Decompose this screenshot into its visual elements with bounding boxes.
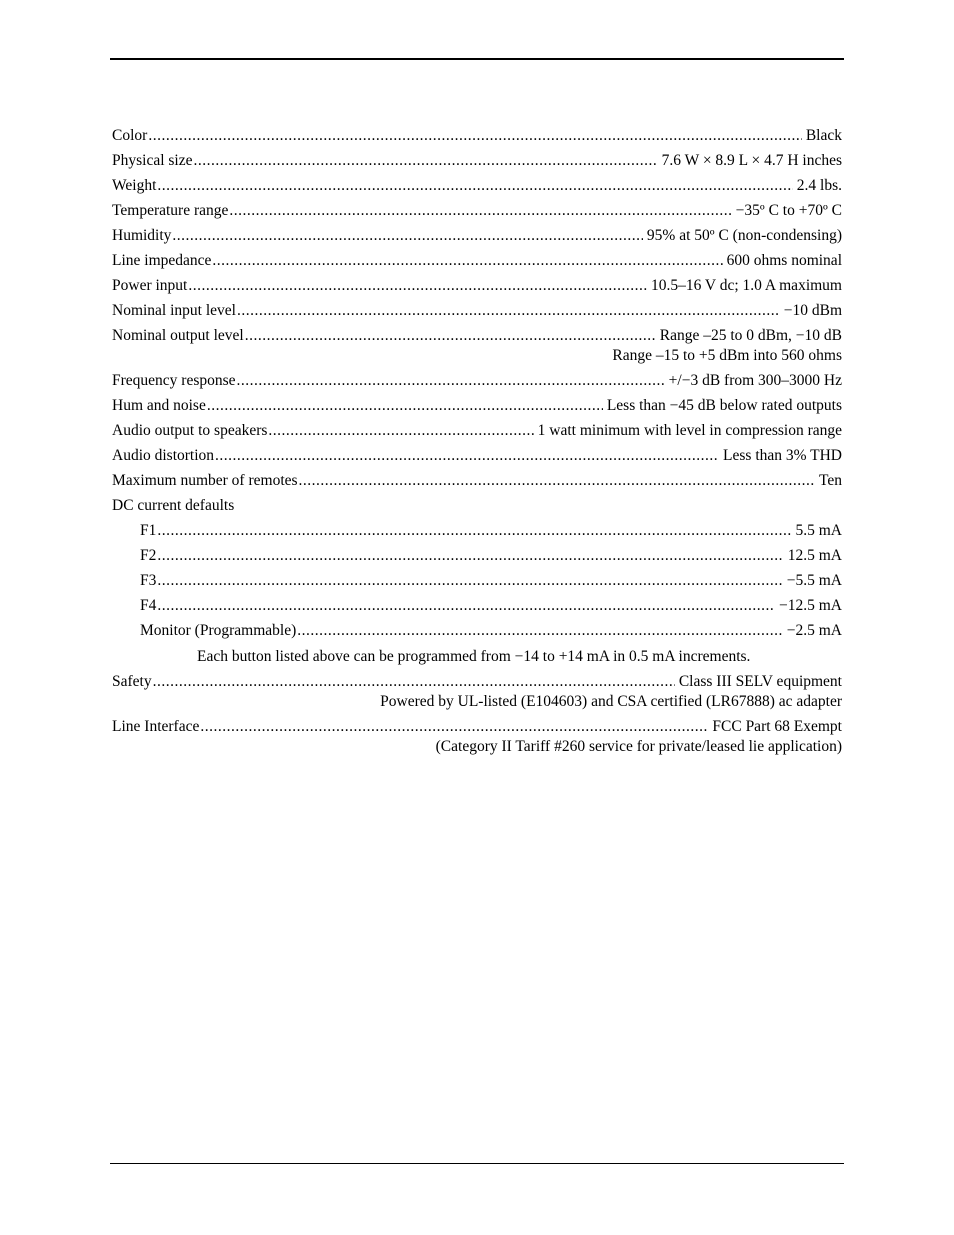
spec-label: Weight — [112, 177, 157, 194]
spec-value: Ten — [818, 472, 842, 489]
spec-value: −12.5 mA — [779, 597, 842, 614]
spec-value: Less than −45 dB below rated outputs — [606, 397, 842, 414]
spec-label: F3 — [140, 572, 157, 589]
spec-row-weight — [112, 176, 842, 201]
dot-leader — [207, 396, 603, 416]
spec-row-humidity — [112, 226, 842, 251]
footer-rule — [110, 1163, 844, 1164]
spec-label: Humidity — [112, 227, 172, 244]
spec-label: Monitor (Programmable) — [140, 622, 297, 639]
spec-row-frequency-response — [112, 371, 842, 396]
spec-continuation: Powered by UL-listed (E104603) and CSA certified (LR67888) ac adapter — [380, 693, 842, 710]
spec-value: 1 watt minimum with level in compression range — [537, 422, 842, 439]
spec-label: F2 — [140, 547, 157, 564]
spec-row-nominal-input-level — [112, 301, 842, 326]
spec-label: Nominal input level — [112, 302, 236, 319]
dc-current-heading: DC current defaults — [112, 497, 235, 514]
dc-row-f1 — [112, 521, 842, 546]
spec-value: Black — [805, 127, 842, 144]
dot-leader — [157, 571, 782, 591]
dot-leader — [299, 471, 815, 491]
spec-label: F4 — [140, 597, 157, 614]
spec-row-hum-and-noise — [112, 396, 842, 421]
dot-leader — [212, 251, 722, 271]
spec-value: −10 dBm — [783, 302, 842, 319]
spec-row-audio-output — [112, 421, 842, 446]
dc-row-f4 — [112, 596, 842, 621]
spec-value: Class III SELV equipment — [678, 673, 842, 690]
dot-leader — [194, 151, 658, 171]
dot-leader — [153, 672, 675, 692]
spec-value: 95% at 50º C (non-condensing) — [646, 227, 842, 244]
spec-value: −5.5 mA — [786, 572, 842, 589]
dot-leader — [157, 546, 783, 566]
spec-row-line-impedance — [112, 251, 842, 276]
dot-leader — [237, 371, 665, 391]
dot-leader — [188, 276, 647, 296]
spec-row-physical-size — [112, 151, 842, 176]
spec-label: Safety — [112, 673, 152, 690]
specifications-list — [112, 126, 842, 762]
spec-label: Temperature range — [112, 202, 229, 219]
dot-leader — [215, 446, 719, 466]
spec-value: 5.5 mA — [795, 522, 842, 539]
spec-value: 10.5–16 V dc; 1.0 A maximum — [650, 277, 842, 294]
spec-label: Power input — [112, 277, 188, 294]
dot-leader — [148, 126, 802, 146]
spec-row-temperature-range — [112, 201, 842, 226]
dc-current-note: Each button listed above can be programmed from −14 to +14 mA in 0.5 mA increments. — [197, 648, 751, 665]
dot-leader — [245, 326, 656, 346]
spec-continuation: (Category II Tariff #260 service for private/leased lie application) — [435, 738, 842, 755]
spec-label: Frequency response — [112, 372, 236, 389]
spec-label: Audio output to speakers — [112, 422, 268, 439]
spec-value: 2.4 lbs. — [796, 177, 842, 194]
spec-label: Physical size — [112, 152, 193, 169]
spec-row-power-input — [112, 276, 842, 301]
dot-leader — [297, 621, 782, 641]
spec-value: Less than 3% THD — [723, 447, 842, 464]
spec-row-color — [112, 126, 842, 151]
spec-row-max-remotes — [112, 471, 842, 496]
spec-label: Line impedance — [112, 252, 212, 269]
spec-label: Nominal output level — [112, 327, 244, 344]
spec-label: Maximum number of remotes — [112, 472, 298, 489]
dot-leader — [172, 226, 643, 246]
spec-value: 600 ohms nominal — [726, 252, 842, 269]
spec-label: F1 — [140, 522, 157, 539]
spec-continuation: Range –15 to +5 dBm into 560 ohms — [612, 347, 842, 364]
spec-value: Range –25 to 0 dBm, −10 dB — [659, 327, 842, 344]
spec-value: +/−3 dB from 300–3000 Hz — [668, 372, 842, 389]
dot-leader — [157, 521, 791, 541]
spec-row-audio-distortion — [112, 446, 842, 471]
dot-leader — [157, 176, 792, 196]
header-rule — [110, 58, 844, 60]
dot-leader — [237, 301, 780, 321]
dc-row-f3 — [112, 571, 842, 596]
dot-leader — [268, 421, 533, 441]
dc-row-f2 — [112, 546, 842, 571]
spec-value: −2.5 mA — [786, 622, 842, 639]
dot-leader — [200, 717, 708, 737]
spec-label: Audio distortion — [112, 447, 215, 464]
spec-label: Color — [112, 127, 148, 144]
spec-label: Hum and noise — [112, 397, 206, 414]
spec-value: FCC Part 68 Exempt — [712, 718, 842, 735]
spec-value: 7.6 W × 8.9 L × 4.7 H inches — [661, 152, 842, 169]
spec-label: Line Interface — [112, 718, 200, 735]
spec-value: 12.5 mA — [787, 547, 842, 564]
dot-leader — [157, 596, 775, 616]
dot-leader — [229, 201, 731, 221]
spec-value: −35º C to +70º C — [735, 202, 842, 219]
dc-row-monitor — [112, 621, 842, 646]
